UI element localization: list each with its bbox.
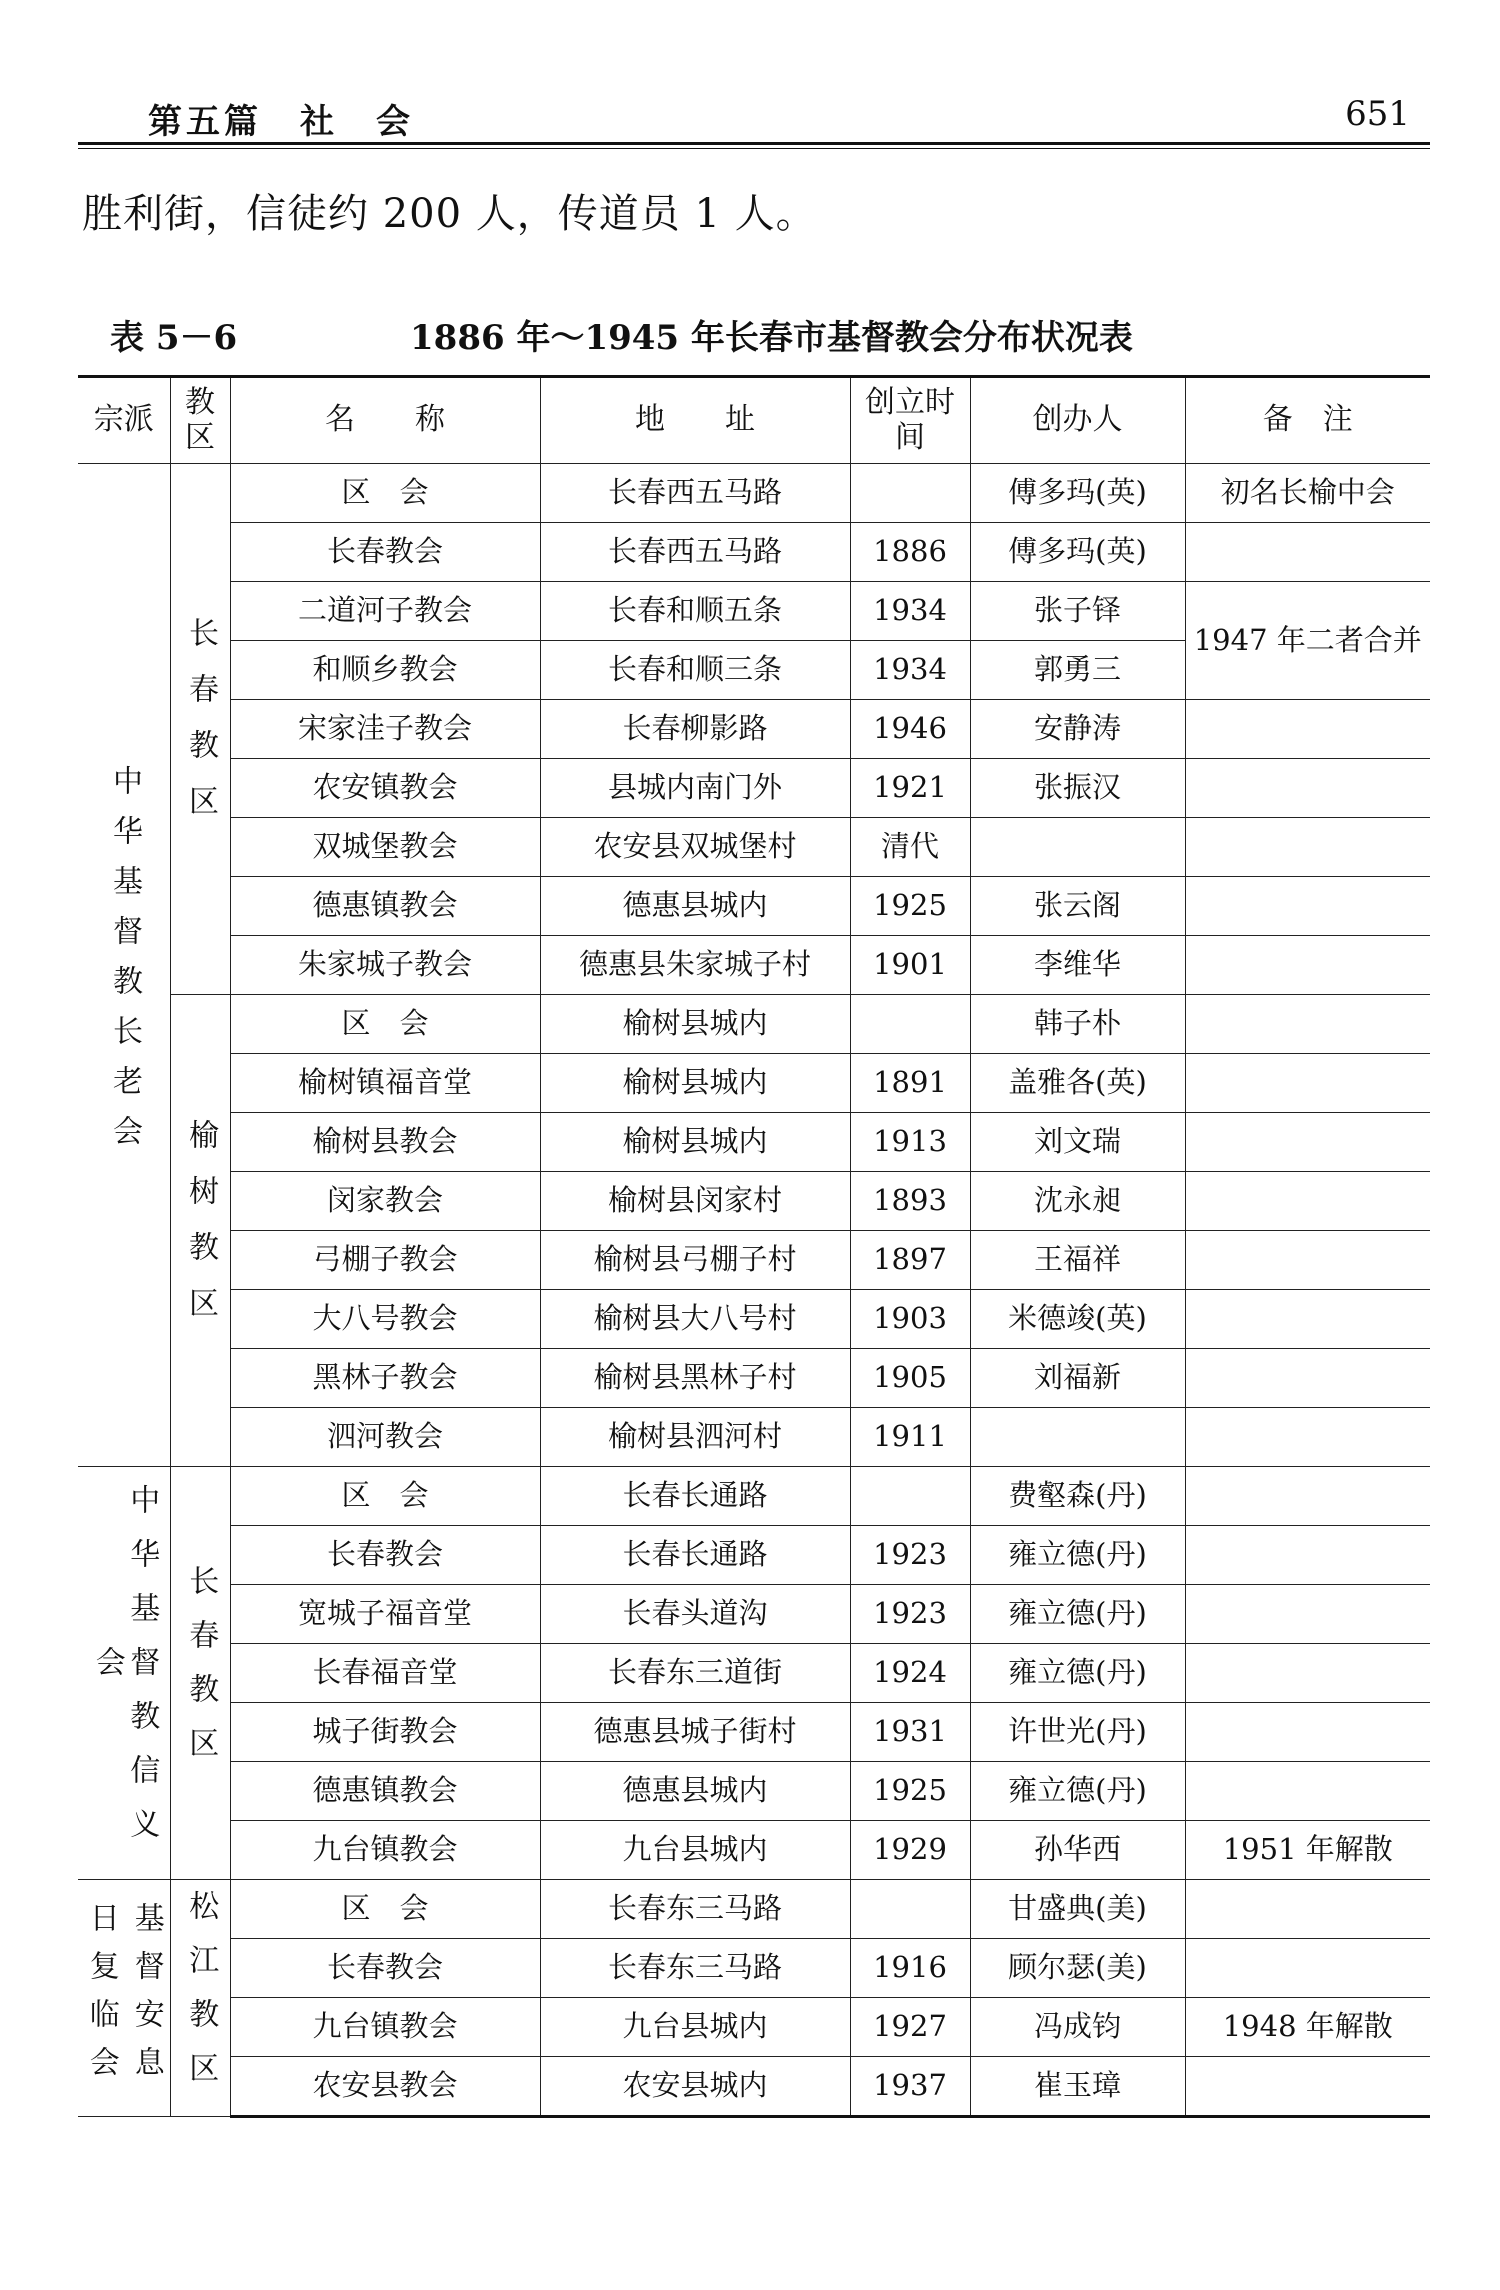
church-founded: 1911 bbox=[850, 1408, 970, 1467]
church-address: 县城内南门外 bbox=[540, 759, 850, 818]
district-cell: 松江教区 bbox=[170, 1880, 230, 2117]
church-address: 农安县城内 bbox=[540, 2057, 850, 2117]
church-remarks bbox=[1185, 1290, 1430, 1349]
church-address: 长春东三马路 bbox=[540, 1939, 850, 1998]
intro-paragraph: 胜利街，信徒约 200 人，传道员 1 人。 bbox=[82, 191, 817, 237]
church-name: 宋家洼子教会 bbox=[230, 700, 540, 759]
church-address: 榆树县黑林子村 bbox=[540, 1349, 850, 1408]
church-address: 德惠县朱家城子村 bbox=[540, 936, 850, 995]
church-founded: 1946 bbox=[850, 700, 970, 759]
church-name: 区 会 bbox=[230, 464, 540, 523]
church-founder bbox=[970, 1408, 1185, 1467]
church-address: 榆树县泗河村 bbox=[540, 1408, 850, 1467]
church-founder: 傅多玛(英) bbox=[970, 523, 1185, 582]
table-row bbox=[78, 1998, 1430, 2057]
church-founded: 1925 bbox=[850, 877, 970, 936]
church-founder: 崔玉璋 bbox=[970, 2057, 1185, 2117]
church-name: 九台镇教会 bbox=[230, 1998, 540, 2057]
table-row bbox=[78, 464, 1430, 523]
church-founded: 1934 bbox=[850, 582, 970, 641]
church-address: 榆树县城内 bbox=[540, 995, 850, 1054]
church-name: 农安县教会 bbox=[230, 2057, 540, 2117]
table-row bbox=[78, 1939, 1430, 1998]
church-distribution-table bbox=[78, 375, 1430, 2118]
church-founder: 顾尔瑟(美) bbox=[970, 1939, 1185, 1998]
table-row bbox=[78, 759, 1430, 818]
church-remarks: 初名长榆中会 bbox=[1185, 464, 1430, 523]
table-row bbox=[78, 877, 1430, 936]
church-remarks bbox=[1185, 1054, 1430, 1113]
church-address: 长春西五马路 bbox=[540, 464, 850, 523]
church-remarks bbox=[1185, 995, 1430, 1054]
table-row bbox=[78, 700, 1430, 759]
church-remarks bbox=[1185, 1703, 1430, 1762]
church-remarks: 1951 年解散 bbox=[1185, 1821, 1430, 1880]
church-name: 闵家教会 bbox=[230, 1172, 540, 1231]
church-founder: 刘福新 bbox=[970, 1349, 1185, 1408]
church-founded: 1927 bbox=[850, 1998, 970, 2057]
district-cell: 长春教区 bbox=[170, 1467, 230, 1880]
table-row bbox=[78, 1762, 1430, 1821]
table-row bbox=[78, 1408, 1430, 1467]
church-address: 长春长通路 bbox=[540, 1467, 850, 1526]
table-row bbox=[78, 818, 1430, 877]
church-name: 区 会 bbox=[230, 1467, 540, 1526]
church-address: 榆树县闵家村 bbox=[540, 1172, 850, 1231]
table-row bbox=[78, 1172, 1430, 1231]
church-name: 榆树县教会 bbox=[230, 1113, 540, 1172]
header-founder: 创办人 bbox=[970, 377, 1185, 464]
denomination-cell: 中华基督教长老会 bbox=[78, 464, 170, 1467]
church-address: 长春和顺三条 bbox=[540, 641, 850, 700]
church-name: 长春教会 bbox=[230, 1939, 540, 1998]
church-founded: 1925 bbox=[850, 1762, 970, 1821]
denomination-text: 基督安息日复临会 bbox=[83, 1902, 164, 2094]
header-founded: 创立时间 bbox=[850, 377, 970, 464]
church-founder: 甘盛典(美) bbox=[970, 1880, 1185, 1939]
church-remarks: 1947 年二者合并 bbox=[1185, 582, 1430, 700]
church-remarks bbox=[1185, 1231, 1430, 1290]
district-cell: 榆树教区 bbox=[170, 995, 230, 1467]
header-district: 教区 bbox=[170, 377, 230, 464]
church-remarks bbox=[1185, 1349, 1430, 1408]
church-founder: 雍立德(丹) bbox=[970, 1585, 1185, 1644]
church-name: 德惠镇教会 bbox=[230, 877, 540, 936]
church-founded: 1891 bbox=[850, 1054, 970, 1113]
church-name: 长春教会 bbox=[230, 1526, 540, 1585]
church-founded: 1921 bbox=[850, 759, 970, 818]
header-name: 名 称 bbox=[230, 377, 540, 464]
church-name: 双城堡教会 bbox=[230, 818, 540, 877]
page-number: 651 bbox=[1345, 94, 1410, 134]
church-name: 德惠镇教会 bbox=[230, 1762, 540, 1821]
church-founder: 许世光(丹) bbox=[970, 1703, 1185, 1762]
church-founded: 1916 bbox=[850, 1939, 970, 1998]
table-row bbox=[78, 1526, 1430, 1585]
church-remarks bbox=[1185, 1526, 1430, 1585]
church-name: 农安镇教会 bbox=[230, 759, 540, 818]
church-name: 宽城子福音堂 bbox=[230, 1585, 540, 1644]
church-name: 和顺乡教会 bbox=[230, 641, 540, 700]
church-founder: 张振汉 bbox=[970, 759, 1185, 818]
church-address: 长春柳影路 bbox=[540, 700, 850, 759]
table-row bbox=[78, 1644, 1430, 1703]
church-founder: 费壑森(丹) bbox=[970, 1467, 1185, 1526]
table-row bbox=[78, 1585, 1430, 1644]
church-address: 榆树县弓棚子村 bbox=[540, 1231, 850, 1290]
church-remarks bbox=[1185, 759, 1430, 818]
table-row bbox=[78, 1880, 1430, 1939]
church-remarks bbox=[1185, 1113, 1430, 1172]
section-title: 第五篇 社 会 bbox=[148, 102, 414, 142]
church-founder: 郭勇三 bbox=[970, 641, 1185, 700]
church-remarks bbox=[1185, 1762, 1430, 1821]
church-remarks bbox=[1185, 523, 1430, 582]
table-number: 表 5－6 bbox=[110, 318, 238, 358]
table-row bbox=[78, 995, 1430, 1054]
table-row bbox=[78, 936, 1430, 995]
table-row bbox=[78, 1703, 1430, 1762]
table-row bbox=[78, 523, 1430, 582]
church-founded bbox=[850, 995, 970, 1054]
church-founded bbox=[850, 1467, 970, 1526]
table-row bbox=[78, 2057, 1430, 2117]
table-row bbox=[78, 1349, 1430, 1408]
church-name: 弓棚子教会 bbox=[230, 1231, 540, 1290]
table-row bbox=[78, 1821, 1430, 1880]
church-founded: 1931 bbox=[850, 1703, 970, 1762]
church-address: 榆树县城内 bbox=[540, 1113, 850, 1172]
church-founded bbox=[850, 464, 970, 523]
church-founder: 傅多玛(英) bbox=[970, 464, 1185, 523]
church-address: 长春西五马路 bbox=[540, 523, 850, 582]
church-name: 城子街教会 bbox=[230, 1703, 540, 1762]
church-founded: 1901 bbox=[850, 936, 970, 995]
church-remarks bbox=[1185, 1585, 1430, 1644]
church-address: 德惠县城内 bbox=[540, 1762, 850, 1821]
table-caption bbox=[110, 310, 1310, 360]
church-name: 大八号教会 bbox=[230, 1290, 540, 1349]
church-founder: 王福祥 bbox=[970, 1231, 1185, 1290]
church-address: 德惠县城子街村 bbox=[540, 1703, 850, 1762]
church-address: 长春头道沟 bbox=[540, 1585, 850, 1644]
denomination-cell: 中华基督教信义会 bbox=[78, 1467, 170, 1880]
header-rule-thin bbox=[78, 148, 1430, 149]
church-name: 朱家城子教会 bbox=[230, 936, 540, 995]
church-remarks: 1948 年解散 bbox=[1185, 1998, 1430, 2057]
church-address: 长春长通路 bbox=[540, 1526, 850, 1585]
church-founded: 1924 bbox=[850, 1644, 970, 1703]
church-founder: 米德竣(英) bbox=[970, 1290, 1185, 1349]
header-remarks: 备 注 bbox=[1185, 377, 1430, 464]
church-address: 长春东三道街 bbox=[540, 1644, 850, 1703]
church-name: 泗河教会 bbox=[230, 1408, 540, 1467]
church-name: 区 会 bbox=[230, 995, 540, 1054]
church-founded: 清代 bbox=[850, 818, 970, 877]
church-remarks bbox=[1185, 1467, 1430, 1526]
church-address: 德惠县城内 bbox=[540, 877, 850, 936]
church-founder: 李维华 bbox=[970, 936, 1185, 995]
church-name: 九台镇教会 bbox=[230, 1821, 540, 1880]
church-founded: 1929 bbox=[850, 1821, 970, 1880]
table-row bbox=[78, 1054, 1430, 1113]
church-founded: 1886 bbox=[850, 523, 970, 582]
church-name: 长春福音堂 bbox=[230, 1644, 540, 1703]
church-founder bbox=[970, 818, 1185, 877]
church-name: 二道河子教会 bbox=[230, 582, 540, 641]
church-founded: 1897 bbox=[850, 1231, 970, 1290]
church-remarks bbox=[1185, 1939, 1430, 1998]
table-header-row bbox=[78, 377, 1430, 464]
church-founded: 1913 bbox=[850, 1113, 970, 1172]
church-founder: 盖雅各(英) bbox=[970, 1054, 1185, 1113]
church-founder: 沈永昶 bbox=[970, 1172, 1185, 1231]
table-row bbox=[78, 1290, 1430, 1349]
church-address: 榆树县城内 bbox=[540, 1054, 850, 1113]
church-remarks bbox=[1185, 2057, 1430, 2117]
table-row bbox=[78, 1467, 1430, 1526]
table-title: 1886 年～1945 年长春市基督教会分布状况表 bbox=[410, 318, 1133, 358]
church-remarks bbox=[1185, 936, 1430, 995]
church-remarks bbox=[1185, 818, 1430, 877]
church-founded: 1937 bbox=[850, 2057, 970, 2117]
church-address: 九台县城内 bbox=[540, 1821, 850, 1880]
church-remarks bbox=[1185, 1880, 1430, 1939]
church-founder: 张云阁 bbox=[970, 877, 1185, 936]
church-founder: 雍立德(丹) bbox=[970, 1526, 1185, 1585]
church-name: 榆树镇福音堂 bbox=[230, 1054, 540, 1113]
header-address: 地 址 bbox=[540, 377, 850, 464]
church-founded: 1923 bbox=[850, 1526, 970, 1585]
church-founder: 张子铎 bbox=[970, 582, 1185, 641]
denomination-cell bbox=[78, 1880, 170, 2117]
header-denomination: 宗派 bbox=[78, 377, 170, 464]
church-remarks bbox=[1185, 700, 1430, 759]
church-remarks bbox=[1185, 1644, 1430, 1703]
church-founder: 安静涛 bbox=[970, 700, 1185, 759]
church-address: 农安县双城堡村 bbox=[540, 818, 850, 877]
church-remarks bbox=[1185, 1172, 1430, 1231]
church-address: 长春和顺五条 bbox=[540, 582, 850, 641]
church-founder: 孙华西 bbox=[970, 1821, 1185, 1880]
church-founder: 雍立德(丹) bbox=[970, 1644, 1185, 1703]
page-header bbox=[78, 90, 1430, 142]
church-founder: 刘文瑞 bbox=[970, 1113, 1185, 1172]
church-founded: 1934 bbox=[850, 641, 970, 700]
church-founded: 1923 bbox=[850, 1585, 970, 1644]
church-name: 黑林子教会 bbox=[230, 1349, 540, 1408]
church-name: 区 会 bbox=[230, 1880, 540, 1939]
church-founded: 1893 bbox=[850, 1172, 970, 1231]
church-remarks bbox=[1185, 1408, 1430, 1467]
table-row bbox=[78, 1113, 1430, 1172]
header-rule bbox=[78, 142, 1430, 145]
church-founder: 雍立德(丹) bbox=[970, 1762, 1185, 1821]
church-address: 长春东三马路 bbox=[540, 1880, 850, 1939]
church-founded: 1903 bbox=[850, 1290, 970, 1349]
church-founded bbox=[850, 1880, 970, 1939]
church-remarks bbox=[1185, 877, 1430, 936]
table-row bbox=[78, 1231, 1430, 1290]
church-address: 榆树县大八号村 bbox=[540, 1290, 850, 1349]
table-row bbox=[78, 582, 1430, 641]
church-founder: 韩子朴 bbox=[970, 995, 1185, 1054]
district-cell: 长春教区 bbox=[170, 464, 230, 995]
church-founder: 冯成钧 bbox=[970, 1998, 1185, 2057]
church-address: 九台县城内 bbox=[540, 1998, 850, 2057]
church-name: 长春教会 bbox=[230, 523, 540, 582]
church-founded: 1905 bbox=[850, 1349, 970, 1408]
